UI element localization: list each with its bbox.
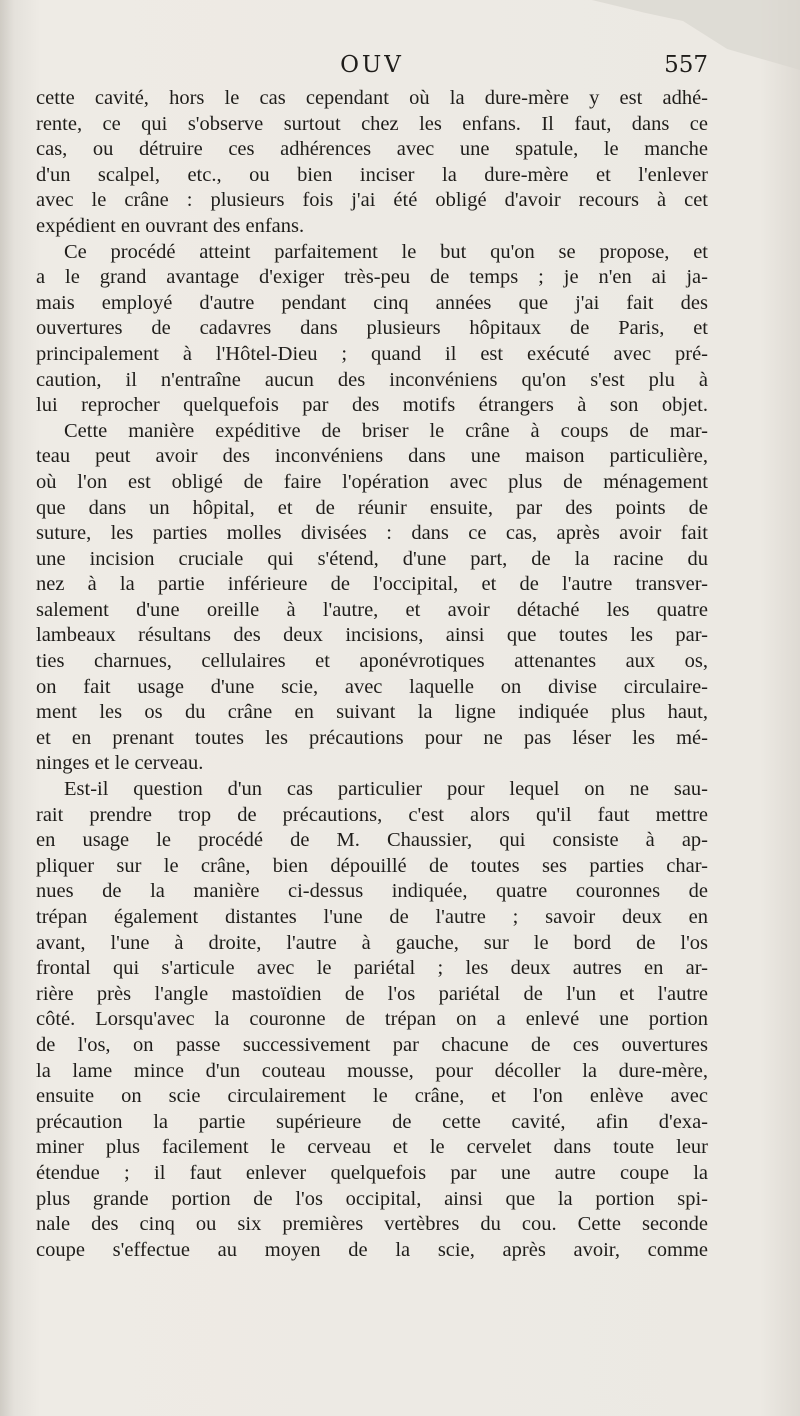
text-line: une incision cruciale qui s'étend, d'une part, de la racine du [36, 547, 708, 570]
text-line: en usage le procédé de M. Chaussier, qui consiste à ap- [36, 829, 708, 852]
text-line: Est-il question d'un cas particulier pour lequel on ne sau- [64, 778, 708, 801]
text-line: rente, ce qui s'observe surtout chez les enfans. Il faut, dans ce [36, 112, 708, 135]
text-line: pliquer sur le crâne, bien dépouillé de toutes ses parties char- [36, 854, 708, 877]
text-line: précaution la partie supérieure de cette cavité, afin d'exa- [36, 1110, 708, 1133]
text-line: rière près l'angle mastoïdien de l'os pariétal de l'un et l'autre [36, 982, 708, 1005]
text-line: ouvertures de cadavres dans plusieurs hôpitaux de Paris, et [36, 317, 708, 340]
running-head-title: OUV [340, 52, 404, 78]
text-line: étendue ; il faut enlever quelquefois par une autre coupe la [36, 1161, 708, 1184]
text-line: cas, ou détruire ces adhérences avec une spatule, le manche [36, 138, 708, 161]
text-line: côté. Lorsqu'avec la couronne de trépan on a enlevé une portion [36, 1008, 708, 1031]
text-line: mais employé d'autre pendant cinq années que j'ai fait des [36, 291, 708, 314]
text-line: ties charnues, cellulaires et aponévrotiques attenantes aux os, [36, 650, 708, 673]
text-line: Ce procédé atteint parfaitement le but qu'on se propose, et [64, 240, 708, 263]
text-line: Cette manière expéditive de briser le crâne à coups de mar- [64, 419, 708, 442]
text-line: caution, il n'entraîne aucun des inconvéniens qu'on s'est plu à [36, 368, 708, 391]
text-line: de l'os, on passe successivement par chacune de ces ouvertures [36, 1033, 708, 1056]
text-line: teau peut avoir des inconvéniens dans une maison particulière, [36, 445, 708, 468]
text-line: ninges et le cerveau. [36, 752, 204, 775]
text-line: nale des cinq ou six premières vertèbres du cou. Cette seconde [36, 1213, 708, 1236]
page-number: 557 [664, 52, 708, 78]
text-line: coupe s'effectue au moyen de la scie, après avoir, comme [36, 1238, 708, 1261]
text-line: trépan également distantes l'une de l'autre ; savoir deux en [36, 906, 708, 928]
text-line: avec le crâne : plusieurs fois j'ai été obligé d'avoir recours à cet [36, 189, 708, 212]
text-line: où l'on est obligé de faire l'opération avec plus de ménagement [36, 470, 708, 493]
text-line: d'un scalpel, etc., ou bien inciser la dure-mère et l'enlever [36, 163, 708, 186]
text-line: avant, l'une à droite, l'autre à gauche, sur le bord de l'os [36, 931, 708, 954]
text-line: la lame mince d'un couteau mousse, pour décoller la dure-mère, [36, 1059, 708, 1082]
text-line: ment les os du crâne en suivant la ligne indiquée plus haut, [36, 701, 708, 724]
text-line: a le grand avantage d'exiger très-peu de temps ; je n'en ai ja- [36, 266, 708, 289]
text-line: et en prenant toutes les précautions pour ne pas léser les mé- [36, 726, 708, 749]
text-line: plus grande portion de l'os occipital, ainsi que la portion spi- [36, 1187, 708, 1210]
running-head [36, 52, 708, 82]
text-line: nez à la partie inférieure de l'occipital, et de l'autre transver- [36, 573, 708, 596]
text-line: ensuite on scie circulairement le crâne, et l'on enlève avec [36, 1085, 708, 1108]
text-line: lui reprocher quelquefois par des motifs étrangers à son objet. [36, 394, 708, 417]
text-line: nues de la manière ci-dessus indiquée, quatre couronnes de [36, 880, 708, 903]
text-line: frontal qui s'articule avec le pariétal ; les deux autres en ar- [36, 957, 708, 980]
text-line: rait prendre trop de précautions, c'est alors qu'il faut mettre [36, 803, 708, 826]
body-text [36, 86, 708, 1263]
text-line: salement d'une oreille à l'autre, et avoir détaché les quatre [36, 598, 708, 621]
text-line: que dans un hôpital, et de réunir ensuite, par des points de [36, 496, 708, 519]
text-line: suture, les parties molles divisées : dans ce cas, après avoir fait [36, 522, 708, 545]
text-line: lambeaux résultans des deux incisions, ainsi que toutes les par- [36, 624, 708, 647]
text-line: cette cavité, hors le cas cependant où la dure-mère y est adhé- [36, 87, 708, 109]
text-line: miner plus facilement le cerveau et le cervelet dans toute leur [36, 1136, 708, 1159]
text-line: principalement à l'Hôtel-Dieu ; quand il est exécuté avec pré- [36, 342, 708, 365]
text-line: on fait usage d'une scie, avec laquelle on divise circulaire- [36, 675, 708, 698]
text-line: expédient en ouvrant des enfans. [36, 214, 305, 237]
